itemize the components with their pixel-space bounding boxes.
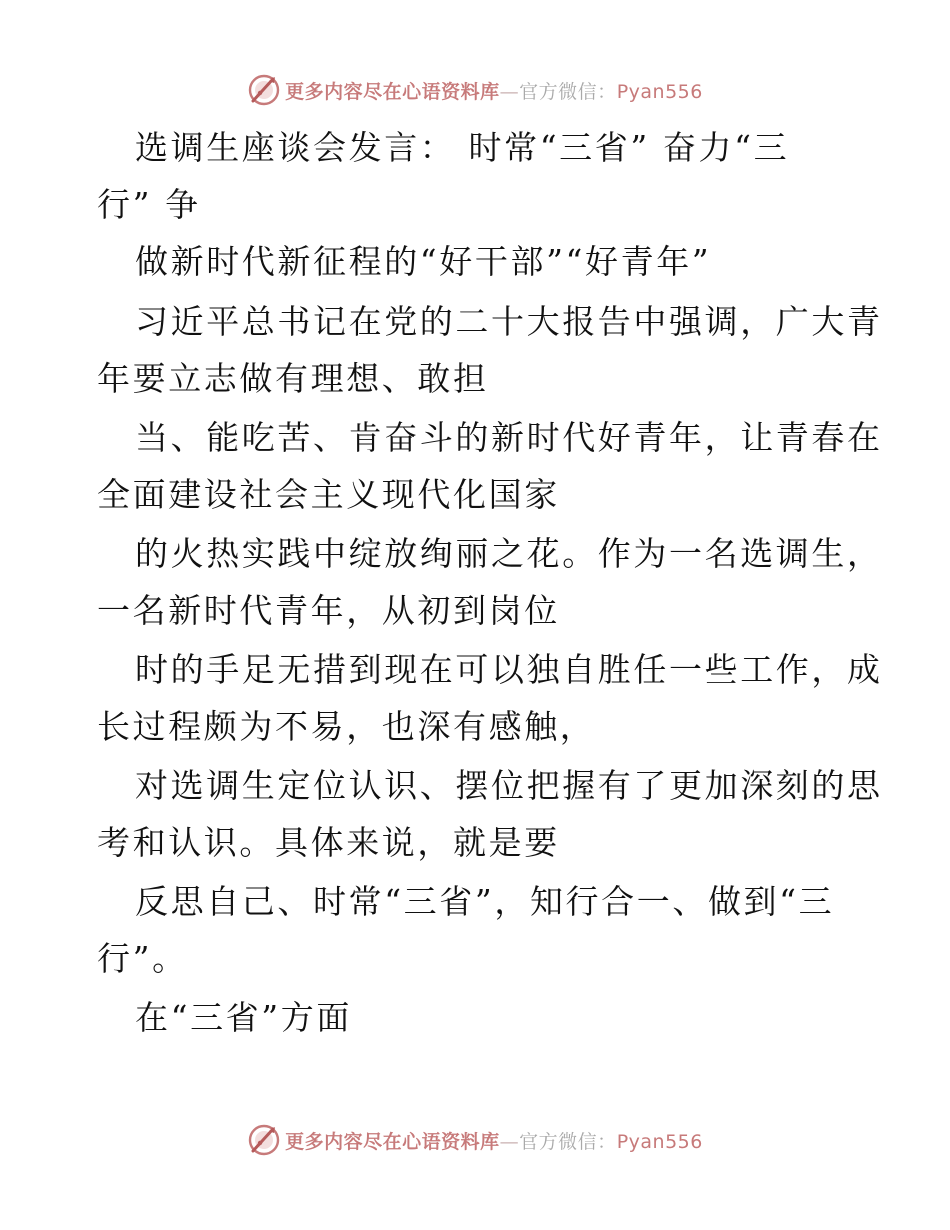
logo-icon <box>247 1123 281 1157</box>
footer-banner-wechat-label: 官方微信： <box>519 1130 617 1153</box>
text-line: 选调生座谈会发言： 时常“三省” 奋力“三 <box>135 128 790 167</box>
footer-banner-wechat-id: Pyan556 <box>616 1130 703 1153</box>
text-line: 在“三省”方面 <box>135 998 352 1037</box>
footer-banner-separator: — <box>499 1130 520 1153</box>
header-banner-wechat-label: 官方微信： <box>519 80 617 103</box>
text-line: 做新时代新征程的“好干部”“好青年” <box>135 242 712 281</box>
footer-banner-text <box>285 1127 703 1154</box>
header-banner-text <box>285 77 703 104</box>
header-banner-content <box>247 73 703 107</box>
text-line: 一名新时代青年，从初到岗位 <box>97 591 560 630</box>
footer-banner-main: 更多内容尽在心语资料库 <box>285 1130 500 1153</box>
text-line: 时的手足无措到现在可以独自胜任一些工作，成 <box>135 650 883 689</box>
text-line: 年要立志做有理想、敢担 <box>97 359 489 398</box>
text-line: 全面建设社会主义现代化国家 <box>97 475 560 514</box>
text-line: 考和认识。具体来说，就是要 <box>97 823 560 862</box>
footer-banner <box>0 1120 950 1160</box>
text-line: 行”。 <box>97 939 188 978</box>
header-banner-separator: — <box>499 80 520 103</box>
text-line: 长过程颇为不易，也深有感触， <box>97 707 596 746</box>
header-banner-main: 更多内容尽在心语资料库 <box>285 80 500 103</box>
text-line: 对选调生定位认识、摆位把握有了更加深刻的思 <box>135 766 883 805</box>
text-line: 当、能吃苦、肯奋斗的新时代好青年，让青春在 <box>135 418 883 457</box>
footer-banner-content <box>247 1123 703 1157</box>
header-banner <box>0 70 950 110</box>
text-line: 的火热实践中绽放绚丽之花。作为一名选调生， <box>135 534 883 573</box>
text-line: 习近平总书记在党的二十大报告中强调，广大青 <box>135 302 883 341</box>
text-line: 行” 争 <box>97 185 201 224</box>
text-line: 反思自己、时常“三省”，知行合一、做到“三 <box>135 882 835 921</box>
header-banner-wechat-id: Pyan556 <box>616 80 703 103</box>
logo-icon <box>247 73 281 107</box>
